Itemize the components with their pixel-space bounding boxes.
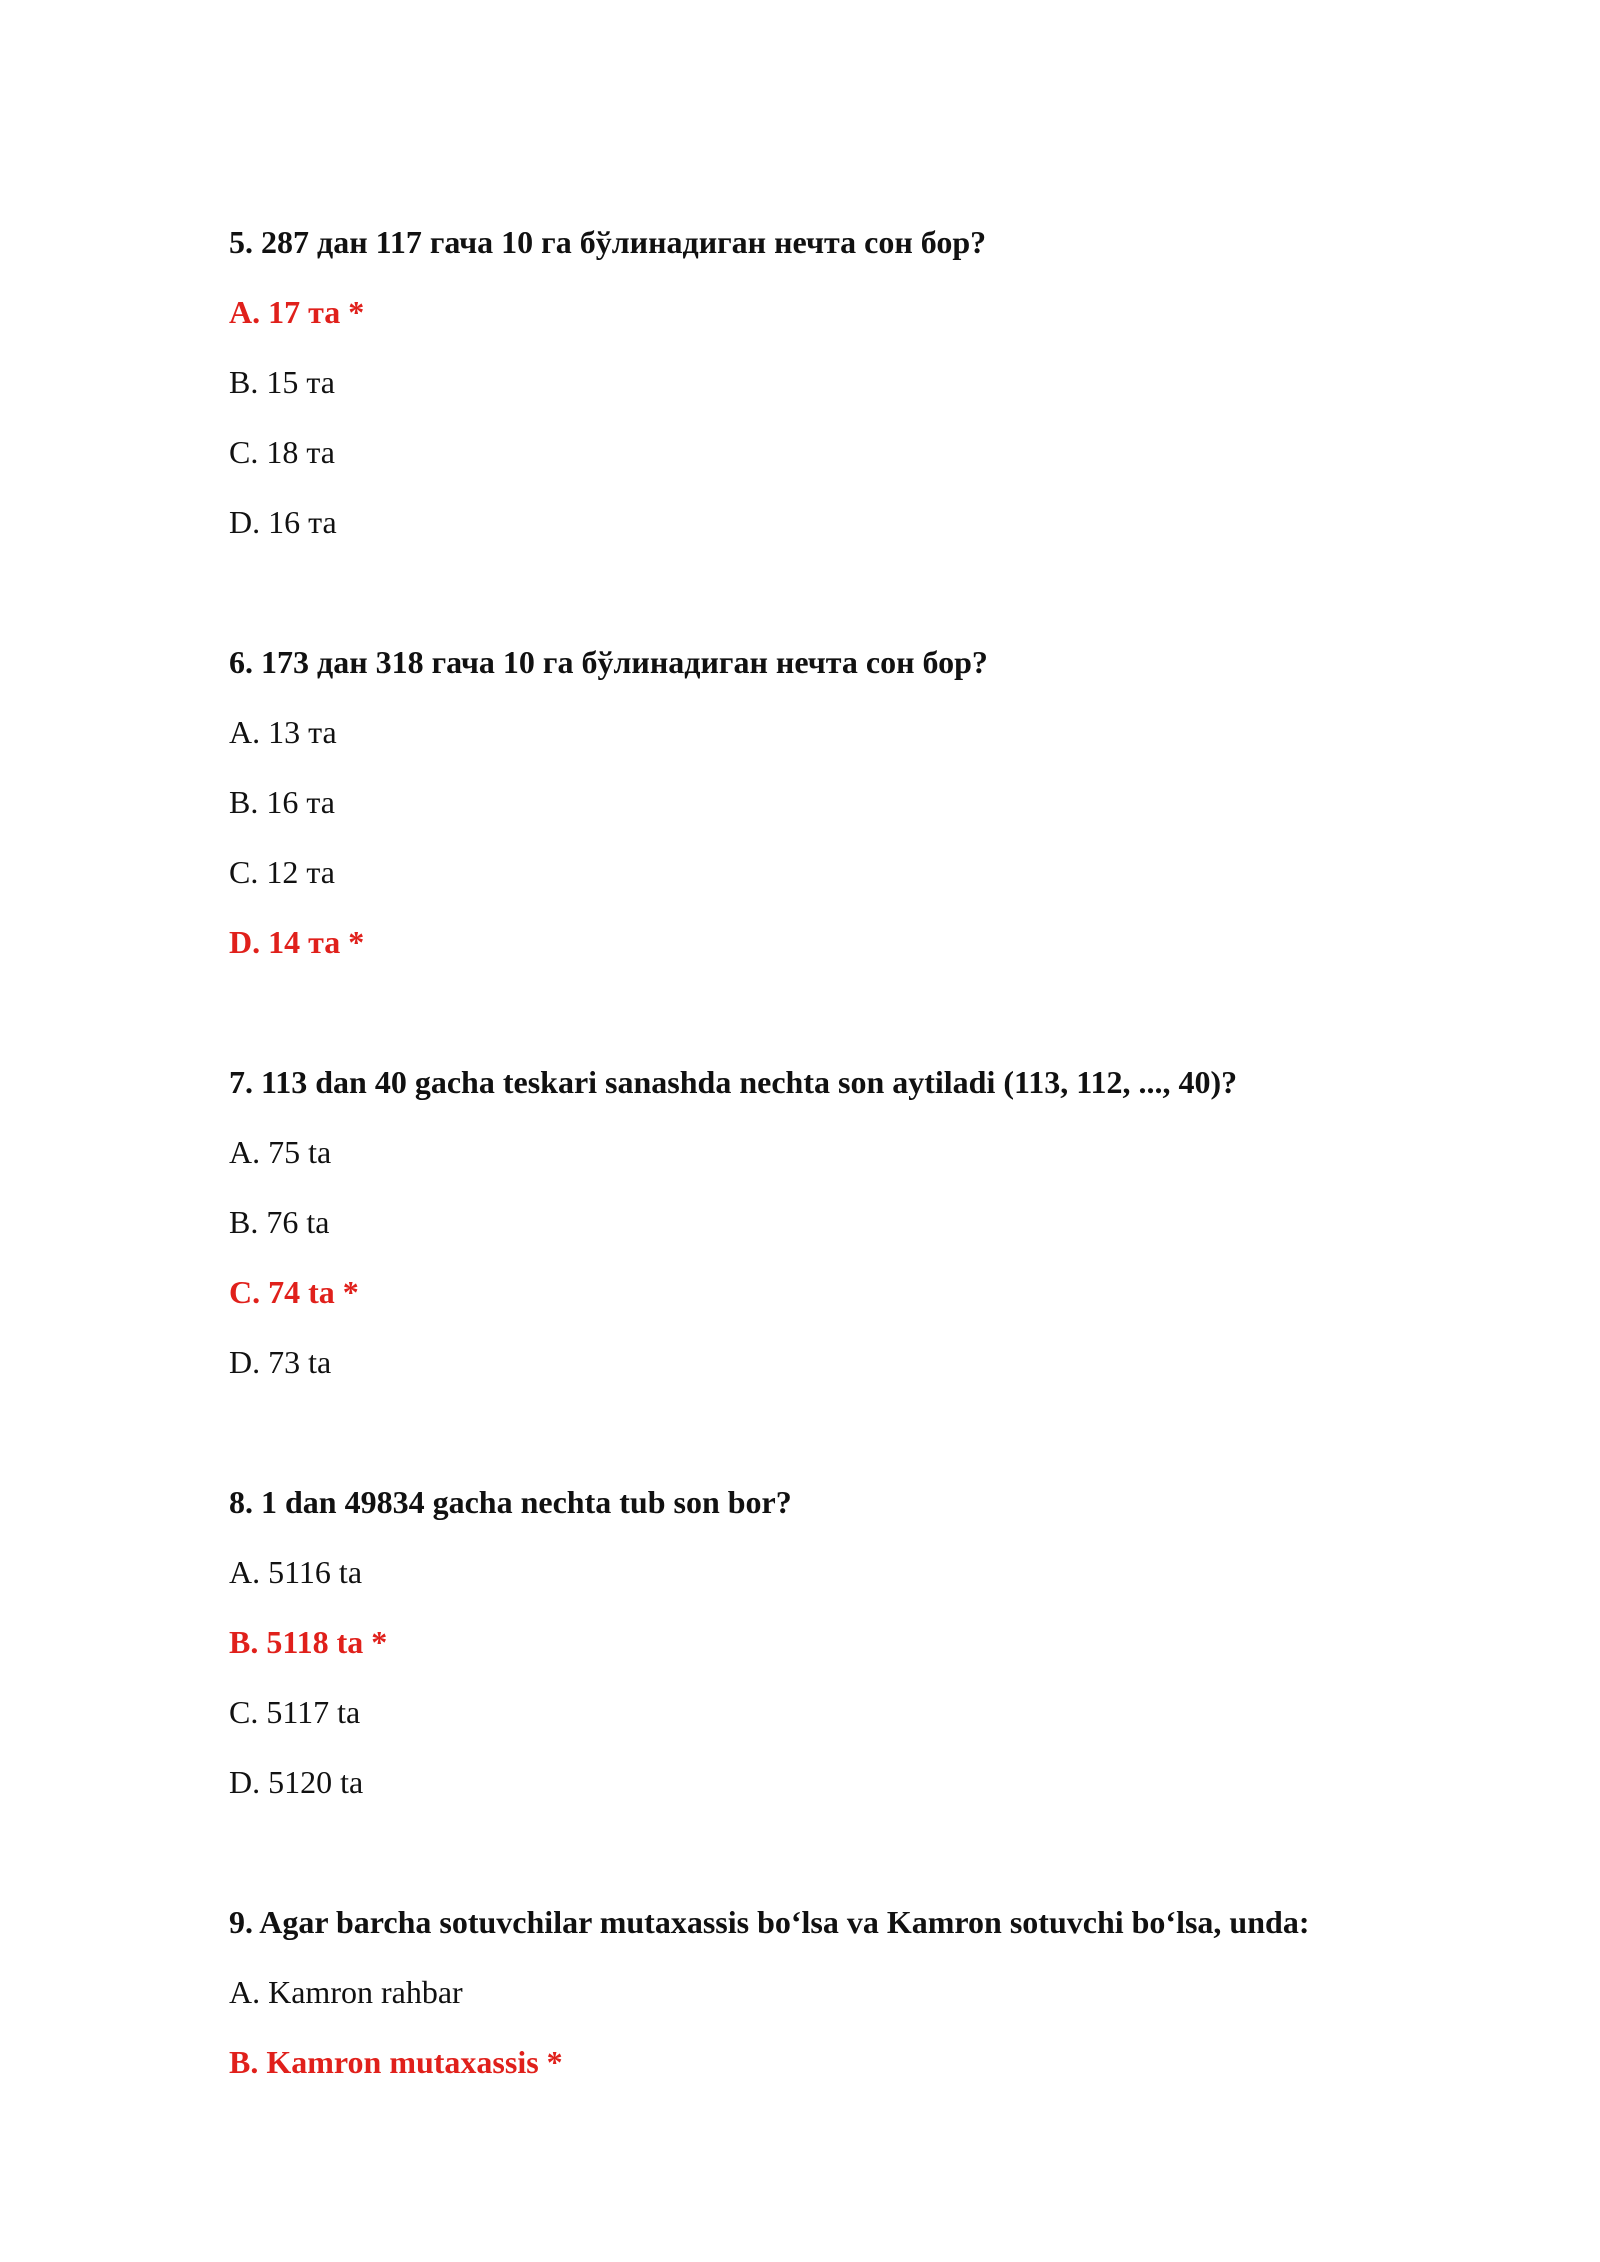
answer-option: C. 18 та [229,434,335,470]
question-text: 5. 287 дан 117 гача 10 га бўлинадиган нечта сон бор? [229,224,987,260]
answer-option-correct: B. 5118 ta * [229,1624,388,1660]
answer-option: B. 16 та [229,784,335,820]
answer-option: C. 12 та [229,854,335,890]
answer-option: D. 73 ta [229,1344,332,1380]
question-text: 8. 1 dan 49834 gacha nechta tub son bor? [229,1484,792,1520]
question-text: 7. 113 dan 40 gacha teskari sanashda nechta son aytiladi (113, 112, ..., 40)? [229,1064,1238,1100]
answer-option: B. 15 та [229,364,335,400]
answer-option: A. 75 ta [229,1134,332,1170]
answer-option-correct: C. 74 ta * [229,1274,359,1310]
answer-option: A. 5116 ta [229,1554,363,1590]
answer-option: D. 5120 ta [229,1764,364,1800]
answer-option-correct: D. 14 та * [229,924,365,960]
answer-option: A. Kamron rahbar [229,1974,463,2010]
answer-option: C. 5117 ta [229,1694,361,1730]
question-text: 9. Agar barcha sotuvchilar mutaxassis bo‘lsa va Kamron sotuvchi bo‘lsa, unda: [229,1904,1310,1940]
answer-option-correct: A. 17 та * [229,294,365,330]
answer-option: A. 13 та [229,714,337,750]
question-text: 6. 173 дан 318 гача 10 га бўлинадиган нечта сон бор? [229,644,988,680]
answer-option: D. 16 та [229,504,337,540]
answer-option-correct: B. Kamron mutaxassis * [229,2044,563,2080]
answer-option: B. 76 ta [229,1204,330,1240]
